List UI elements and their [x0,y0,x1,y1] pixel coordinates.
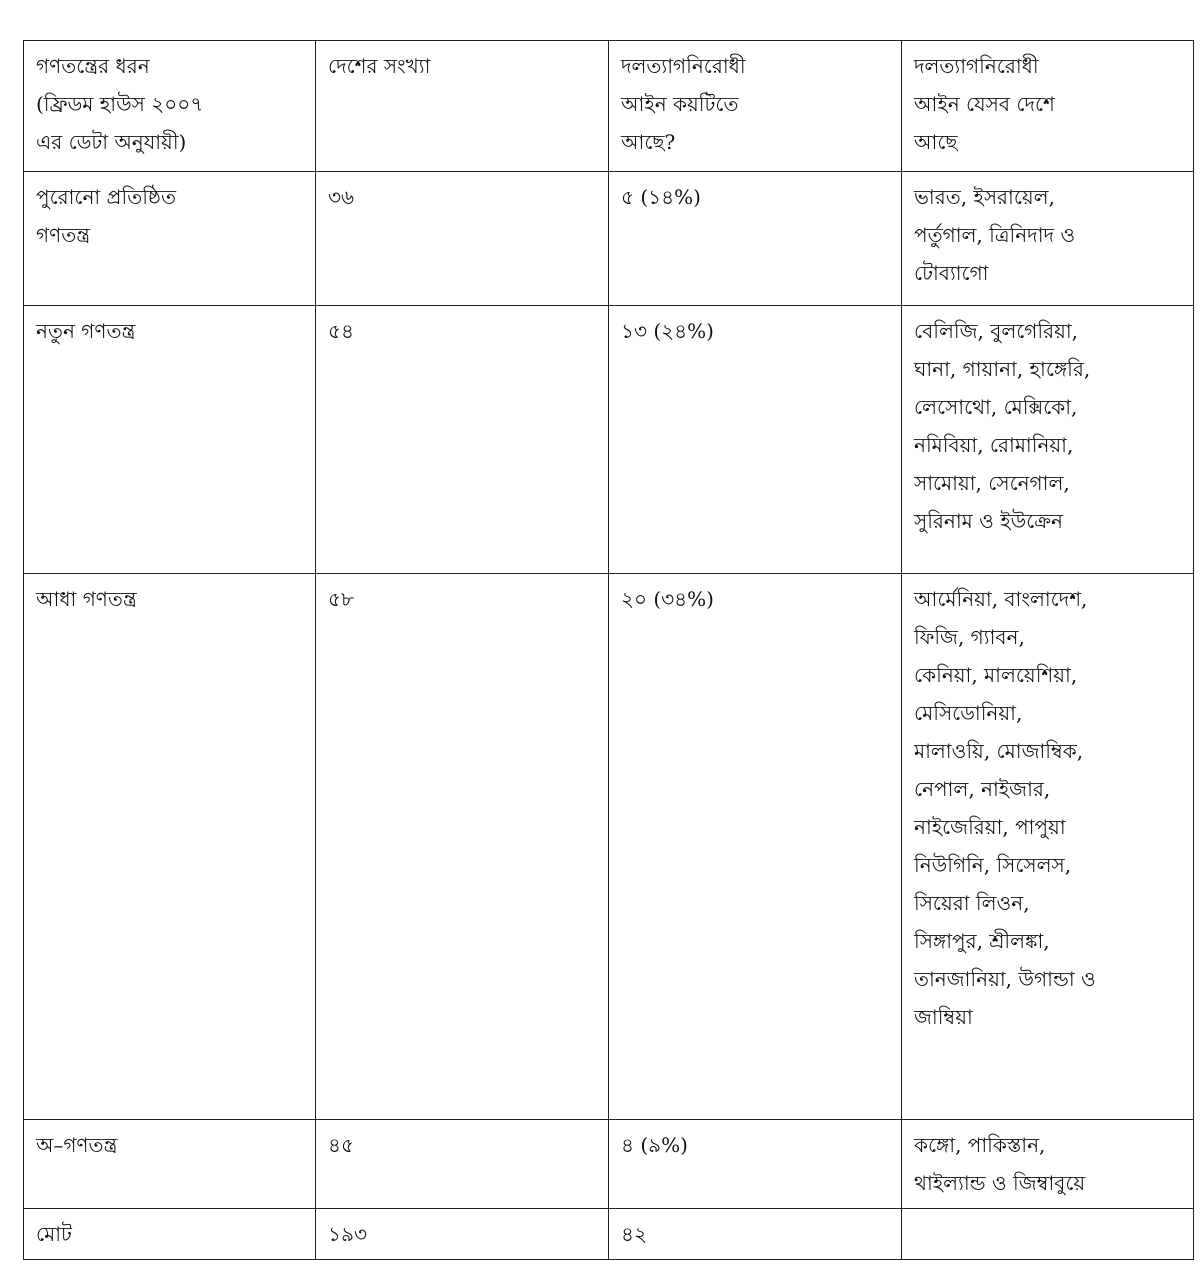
cell-law-countries: আর্মেনিয়া, বাংলাদেশ, ফিজি, গ্যাবন, কেনিয়া, মালয়েশিয়া, মেসিডোনিয়া, মালাওয়ি, মোজাম্বিক, নেপাল, নাইজার, নাইজেরিয়া, পাপুয়া নিউগিনি, সিসেলস, সিয়েরা লিওন, সিঙ্গাপুর, শ্রীলঙ্কা, তানজানিয়া, উগান্ডা ও জাম্বিয়া [902,574,1194,1120]
total-row [24,1209,1194,1260]
cell-law-count: ২০ (৩৪%) [609,574,902,1120]
cell-law-count: ৫ (১৪%) [609,172,902,306]
cell-law-count: ৪ (৯%) [609,1120,902,1209]
cell-total-label: মোট [24,1209,316,1260]
cell-total-count: ১৯৩ [316,1209,609,1260]
header-law-countries: দলত্যাগনিরোধী আইন যেসব দেশে আছে [902,41,1194,172]
table-row [24,574,1194,1120]
cell-country-count: ৩৬ [316,172,609,306]
cell-law-countries: বেলিজি, বুলগেরিয়া, ঘানা, গায়ানা, হাঙ্গেরি, লেসোথো, মেক্সিকো, নমিবিয়া, রোমানিয়া, সামোয়া, সেনেগাল, সুরিনাম ও ইউক্রেন [902,306,1194,574]
cell-total-law-count: ৪২ [609,1209,902,1260]
header-country-count: দেশের সংখ্যা [316,41,609,172]
header-row [24,41,1194,172]
cell-democracy-type: আধা গণতন্ত্র [24,574,316,1120]
cell-law-countries: ভারত, ইসরায়েল, পর্তুগাল, ত্রিনিদাদ ও টোব্যাগো [902,172,1194,306]
cell-law-count: ১৩ (২৪%) [609,306,902,574]
cell-law-countries: কঙ্গো, পাকিস্তান, থাইল্যান্ড ও জিম্বাবুয়ে [902,1120,1194,1209]
cell-democracy-type: অ–গণতন্ত্র [24,1120,316,1209]
cell-country-count: ৫৪ [316,306,609,574]
cell-country-count: ৫৮ [316,574,609,1120]
cell-democracy-type: পুরোনো প্রতিষ্ঠিত গণতন্ত্র [24,172,316,306]
cell-democracy-type: নতুন গণতন্ত্র [24,306,316,574]
cell-total-countries [902,1209,1194,1260]
table-row [24,172,1194,306]
cell-country-count: ৪৫ [316,1120,609,1209]
header-law-count: দলত্যাগনিরোধী আইন কয়টিতে আছে? [609,41,902,172]
anti-defection-law-table [23,40,1194,1260]
table-row [24,306,1194,574]
header-democracy-type: গণতন্ত্রের ধরন (ফ্রিডম হাউস ২০০৭ এর ডেটা অনুযায়ী) [24,41,316,172]
table-row [24,1120,1194,1209]
